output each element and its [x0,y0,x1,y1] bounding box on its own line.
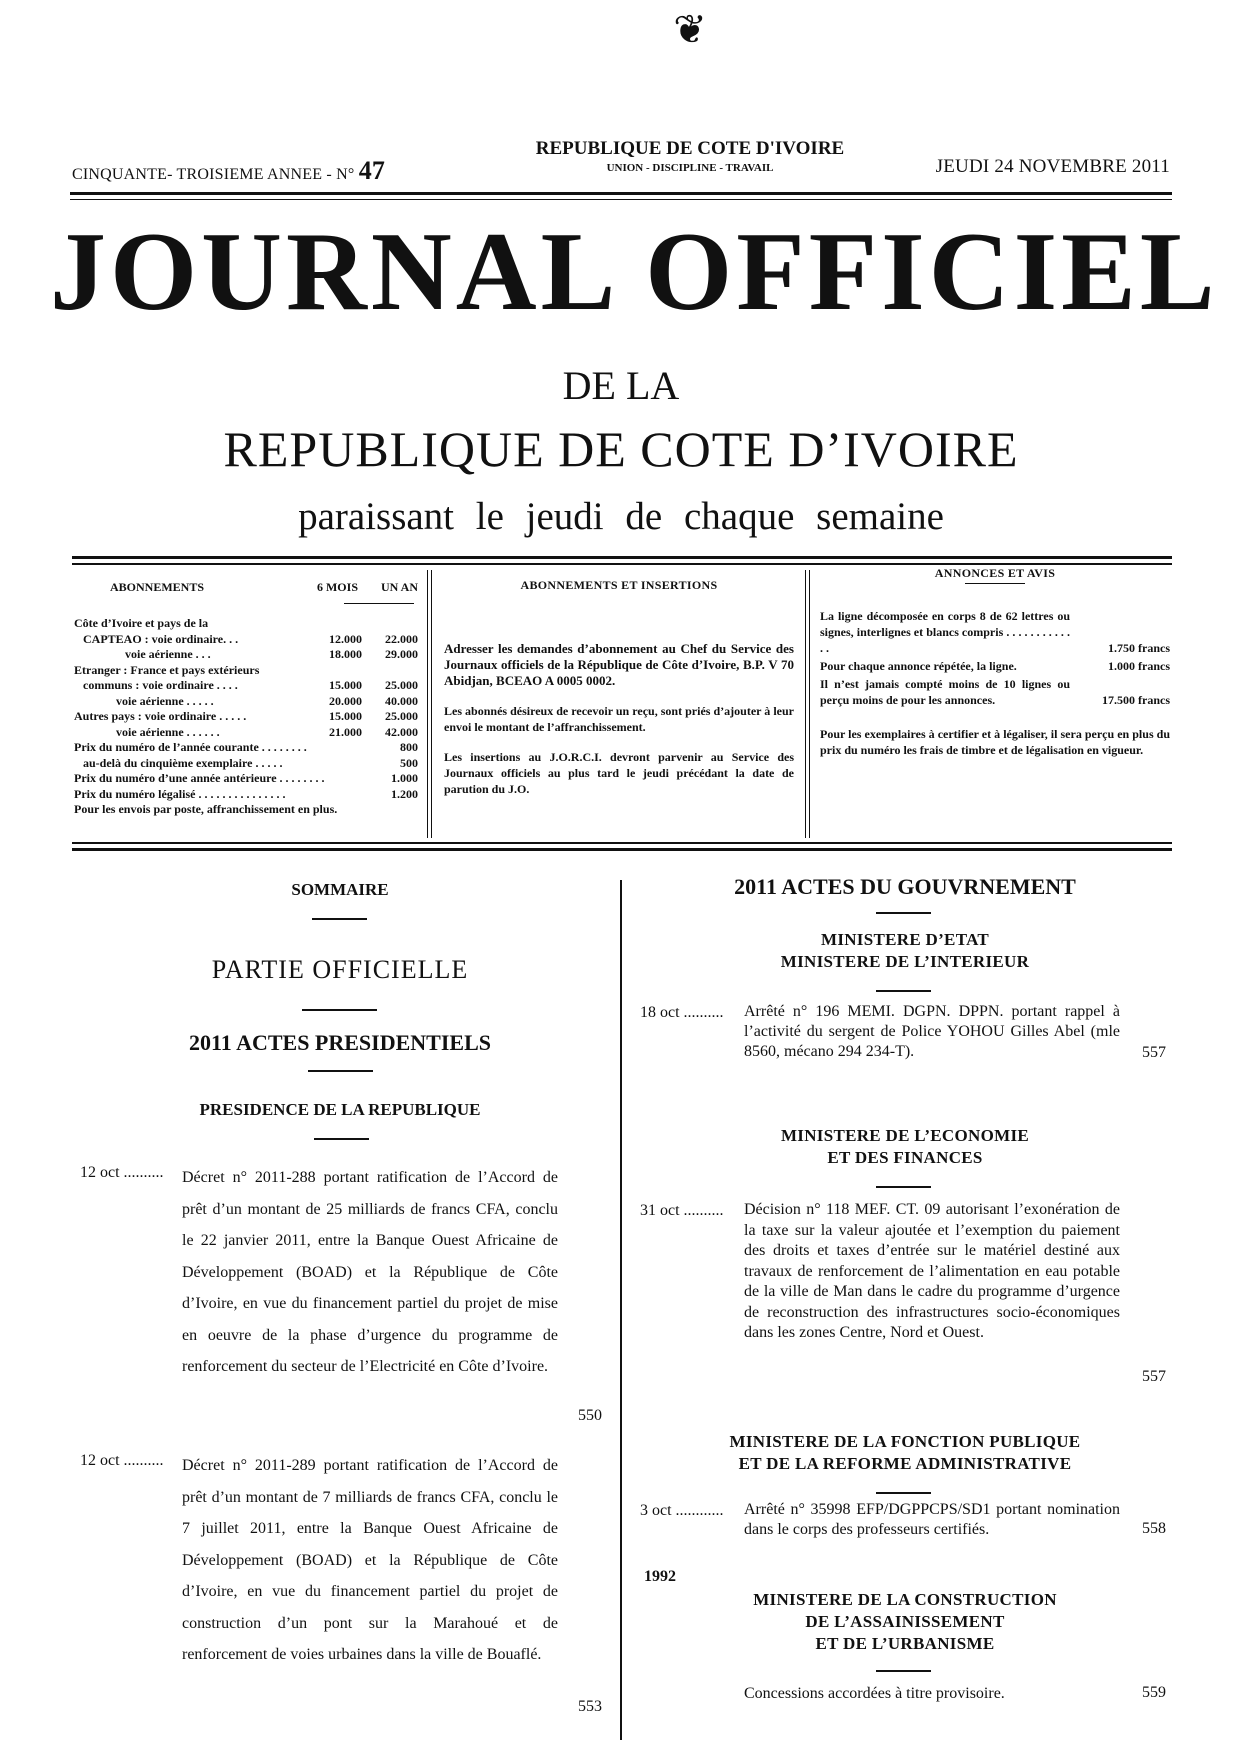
entry-date: 3 oct ............ [640,1502,724,1519]
entry-text: Décret n° 2011-289 portant ratification de l’Accord de prêt d’un montant de 7 milliards de francs CFA, conclu le 7 juillet 2011, entre la Banque Ouest Africaine de Développement (BOAD) et la République de Côte d’Ivoire, en vue du financement partiel du projet de construction d’un pont sur la Marahoué et de renforcement de voies urbaines dans la ville de Bouaflé. [182,1457,558,1663]
tarif-row [74,694,418,710]
concessions[interactable] [640,1684,1170,1714]
annonce-label: Pour chaque annonce répétée, la ligne. [820,659,1017,673]
entry-page: 559 [1142,1684,1166,1701]
tarif-6mois [306,663,362,679]
box-divider-3 [805,570,806,838]
tarif-1an: 22.000 [385,631,418,646]
header-motto: UNION - DISCIPLINE - TRAVAIL [606,162,774,174]
tarif-1an: 42.000 [385,724,418,739]
subtitle-republique: REPUBLIQUE DE COTE D’IVOIRE [223,421,1019,477]
decret-2011-288[interactable] [80,1162,610,1442]
annonces-header-rule [965,583,1025,584]
tarif-6mois: 15.000 [329,709,362,723]
tarif-label: Prix du numéro légalisé . . . . . . . . . . . . . . . [74,786,286,801]
annonce-row [820,676,1170,708]
tarif-label: CAPTEAO : voie ordinaire. . . [74,631,239,646]
tarif-1an: 800 [400,740,418,754]
tarif-1an: 40.000 [385,693,418,708]
min-fonction-line1: MINISTERE DE LA FONCTION PUBLIQUE [729,1432,1081,1451]
annonce-label: La ligne décomposée en corps 8 de 62 lettres ou signes, interlignes et blancs compris . . . . . . . . . . . . . [820,609,1070,655]
tarifs-header: ABONNEMENTS [110,580,205,594]
min-fonction-line2: ET DE LA REFORME ADMINISTRATIVE [738,1454,1072,1473]
tarif-row [74,725,418,741]
min-interieur-rule [876,990,931,992]
tarif-row [74,678,418,694]
emblem-icon: ❦ [673,7,707,52]
box-bottom-rule-2 [72,848,1172,851]
tarif-1an [378,802,418,818]
tarif-6mois [306,787,362,803]
partie-rule [302,1009,377,1011]
insertions-panel [444,578,794,797]
tarifs-col-6mois: 6 MOIS [316,580,358,594]
issue-label: CINQUANTE- TROISIEME ANNEE - N° [72,166,355,183]
insertions-p3: Les insertions au J.O.R.C.I. devront parvenir au Service des Journaux officiels au plus tard le jeudi précédant la date de parution du J.O. [444,750,794,796]
tarif-6mois [306,616,362,632]
min-construction-line3: ET DE L’URBANISME [815,1634,995,1653]
entry-text: Décret n° 2011-288 portant ratification de l’Accord de prêt d’un montant de 25 milliards de francs CFA, conclu le 22 janvier 2011, entre la Banque Ouest Africaine de Développement (BOAD) et la République de Côte d’Ivoire, en vue du financement partiel du projet de mise en oeuvre de la phase d’urgence du programme de renforcement du secteur de l’Electricité en Côte d’Ivoire. [182,1169,558,1375]
annonce-value: 17.500 francs [1102,693,1170,707]
tarif-row [74,616,418,632]
tarifs-header-rule [344,603,414,604]
actes-gouvernement: 2011 ACTES DU GOUVRNEMENT [734,874,1076,899]
tarif-1an [362,663,418,679]
min-fonction-rule [876,1492,931,1494]
tarif-label: Autres pays : voie ordinaire . . . . . [74,709,247,723]
tarif-label: voie aérienne . . . . . . [74,724,220,739]
tarif-6mois: 18.000 [329,647,362,661]
entry-page: 558 [1142,1520,1166,1537]
presidence-rule [314,1138,369,1140]
tarif-label: Etranger : France et pays extérieurs [74,662,260,677]
tarif-label: Prix du numéro d’une année antérieure . . . . . . . . [74,771,325,785]
tarif-6mois: 21.000 [329,724,362,739]
min-economie-line1: MINISTERE DE L’ECONOMIE [780,1126,1030,1145]
tarif-label: voie aérienne . . . . . [74,693,214,708]
entry-date: 12 oct .......... [80,1452,164,1469]
entry-page: 550 [578,1407,602,1424]
entry-text: Décision n° 118 MEF. CT. 09 autorisant l’exonération de la taxe sur la valeur ajoutée et l’exemption du paiement des droits et taxes d’entrée sur le matériel destiné aux travaux de renforcement de l’alimentation en eau potable de la ville de Man dans le cadre du programme d’urgence de reconstruction des infrastructures socio-économiques dans les zones Centre, Nord et Ouest. [744,1201,1120,1341]
entry-date: 18 oct .......... [640,1004,724,1021]
annonce-row [820,658,1170,674]
entry-date: 31 oct .......... [640,1202,724,1219]
min-economie-line2: ET DES FINANCES [827,1148,983,1167]
tarif-row [74,663,418,679]
tarif-row [74,787,418,803]
tagline: paraissant le jeudi de chaque semaine [298,495,944,538]
min-construction-line2: DE L’ASSAINISSEMENT [805,1612,1005,1631]
subtitle-de-la: DE LA [562,363,680,408]
box-top-rule-1 [72,556,1172,559]
box-divider-2 [431,570,432,838]
tarif-row [74,756,418,772]
decret-2011-289[interactable] [80,1450,610,1740]
tarif-6mois [325,771,372,787]
header-rule-thin [70,199,1172,200]
annonce-value: 1.000 francs [1108,659,1170,673]
tarifs-rows [74,616,418,818]
entry-text: Arrêté n° 35998 EFP/DGPPCPS/SD1 portant nomination dans le corps des professeurs certifiés. [744,1501,1120,1538]
entry-page: 557 [1142,1044,1166,1061]
arrete-35998[interactable] [640,1500,1170,1550]
arrete-196[interactable] [640,1002,1170,1082]
entry-text: Concessions accordées à titre provisoire. [744,1685,1005,1702]
tarif-label: Côte d’Ivoire et pays de la [74,616,209,630]
column-separator [620,880,622,1740]
tarifs-col-1an: UN AN [380,580,418,594]
entry-text: Arrêté n° 196 MEMI. DGPN. DPPN. portant rappel à l’activité du sergent de Police YOHOU Gilles Abel (mle 8560, mécano 294 234-T). [744,1003,1120,1060]
issue-date: JEUDI 24 NOVEMBRE 2011 [935,156,1170,177]
issue-number: 47 [358,156,386,185]
actes-presidentiels: 2011 ACTES PRESIDENTIELS [189,1030,491,1055]
tarif-6mois [306,756,362,772]
min-interieur-line1: MINISTERE D’ETAT [820,930,990,949]
tarif-1an: 29.000 [385,647,418,661]
issue-info [72,156,385,186]
annonces-panel [820,566,1170,758]
entry-date: 12 oct .......... [80,1164,164,1181]
partie-officielle: PARTIE OFFICIELLE [211,955,469,984]
sommaire-rule [312,918,367,920]
tarif-label: voie aérienne . . . [74,647,211,661]
tarif-6mois: 12.000 [329,631,362,646]
tarif-row [74,632,418,648]
min-economie-rule [876,1186,931,1188]
tarif-1an: 500 [400,755,418,770]
insertions-p1: Adresser les demandes d’abonnement au Chef du Service des Journaux officiels de la République de Côte d’Ivoire, B.P. V 70 Abidjan, BCEAO A 0005 0002. [444,641,794,688]
tarif-label: Pour les envois par poste, affranchissement en plus. [74,802,338,816]
tarif-1an: 25.000 [385,678,418,692]
insertions-p2: Les abonnés désireux de recevoir un reçu, sont priés d’ajouter à leur envoi le montant de l’affranchissement. [444,704,794,734]
annonce-label: Il n’est jamais compté moins de 10 lignes ou perçu moins de pour les annonces. [820,677,1070,707]
sommaire-title: SOMMAIRE [291,880,389,899]
decision-118[interactable] [640,1200,1170,1400]
annonce-row [820,608,1170,656]
tarif-row [74,709,418,725]
tarif-6mois: 15.000 [329,678,362,692]
tarif-1an: 1.000 [391,771,418,785]
tarif-label: au-delà du cinquième exemplaire . . . . . [74,755,283,770]
tarif-row [74,647,418,663]
annonce-value: 1.750 francs [1108,641,1170,655]
journal-title: JOURNAL OFFICIEL [50,210,1219,334]
min-construction-rule [876,1670,931,1672]
tarif-6mois [307,740,363,756]
tarif-label: Prix du numéro de l’année courante . . . . . . . . [74,740,307,754]
header-republic: REPUBLIQUE DE COTE D'IVOIRE [535,138,845,159]
entry-page: 553 [578,1698,602,1715]
tarif-label: communs : voie ordinaire . . . . [74,678,238,692]
annonces-rows [820,608,1170,708]
box-bottom-rule-1 [72,842,1172,844]
annonces-note: Pour les exemplaires à certifier et à légaliser, il sera perçu en plus du prix du numéro les frais de timbre et de légalisation en vigueur. [820,727,1170,757]
min-interieur-line2: MINISTERE DE L’INTERIEUR [780,952,1030,971]
min-construction-line1: MINISTERE DE LA CONSTRUCTION [753,1590,1057,1609]
actes-presidentiels-rule [308,1070,373,1072]
header-rule-thick [70,192,1172,195]
tarif-6mois [337,802,377,818]
box-divider-4 [809,570,810,838]
tarif-row [74,771,418,787]
tarif-1an: 1.200 [391,786,418,801]
box-top-rule-2 [72,563,1172,565]
presidence-title: PRESIDENCE DE LA REPUBLIQUE [199,1100,481,1119]
annonces-header: ANNONCES ET AVIS [934,566,1056,580]
tarif-row [74,740,418,756]
insertions-header: ABONNEMENTS ET INSERTIONS [520,578,718,592]
tarif-6mois: 20.000 [329,693,362,708]
year-1992: 1992 [644,1568,676,1585]
box-divider-1 [427,570,428,838]
entry-page: 557 [1142,1368,1166,1385]
tarif-1an [362,616,418,632]
tarif-row [74,802,418,818]
tarif-1an: 25.000 [385,709,418,723]
tarifs-panel [74,580,418,818]
actes-gouvernement-rule [876,912,931,914]
